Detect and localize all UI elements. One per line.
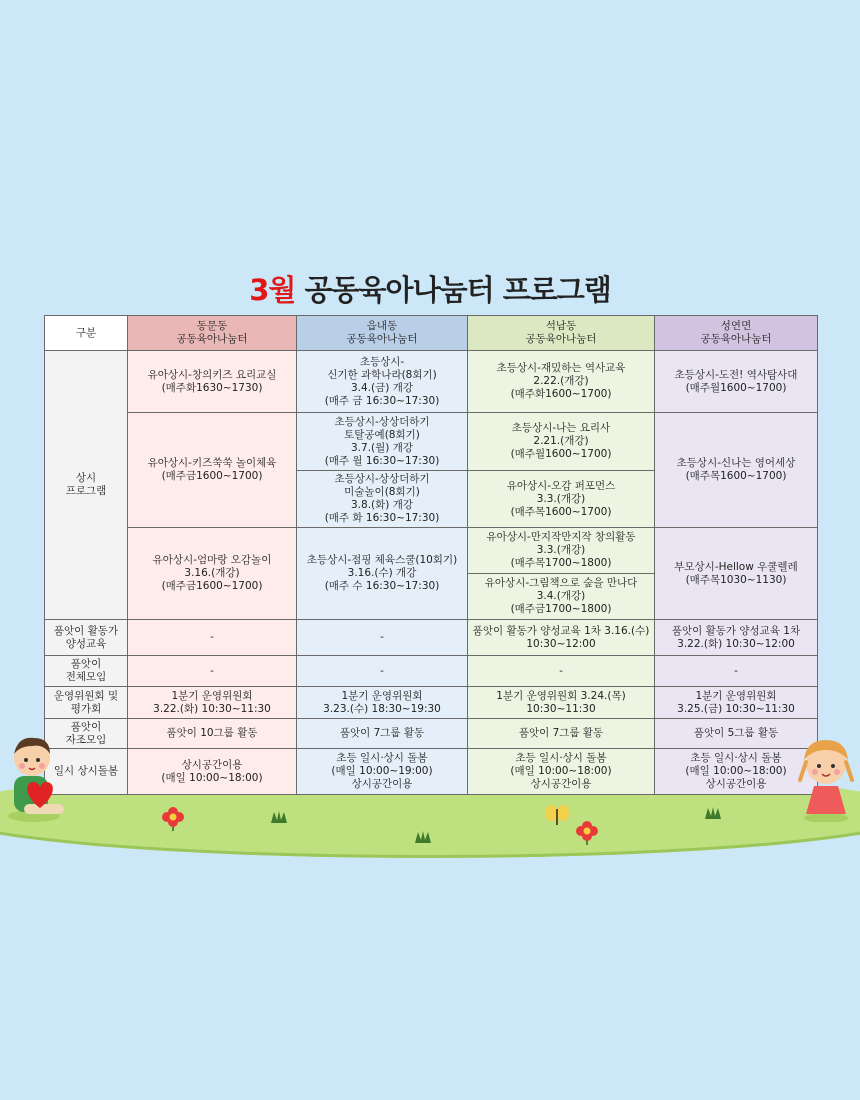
cell: - — [297, 620, 468, 656]
cell: 초등 일시·상시 돌봄 (매일 10:00~18:00) 상시공간이용 — [655, 749, 818, 795]
table-row — [45, 749, 818, 795]
cell: 초등상시-도전! 역사탐사대 (매주월1600~1700) — [655, 351, 818, 413]
cell: 품앗이 활동가 양성교육 1차 3.16.(수) 10:30~12:00 — [468, 620, 655, 656]
cell: 유아상시-오감 퍼포먼스 3.3.(개강) (매주목1600~1700) — [468, 471, 655, 528]
row-label-committee: 운영위원회 및 평가회 — [45, 687, 128, 719]
cell: - — [128, 656, 297, 687]
header-seoknam: 석남동 공동육아나눔터 — [468, 316, 655, 351]
cell: 1분기 운영위원회 3.22.(화) 10:30~11:30 — [128, 687, 297, 719]
cell: - — [655, 656, 818, 687]
title-text: 공동육아나눔터 프로그램 — [304, 273, 611, 307]
cell: 상시공간이용 (매일 10:00~18:00) — [128, 749, 297, 795]
cell: 품앗이 7그룹 활동 — [468, 719, 655, 749]
cell: 초등 일시·상시 돌봄 (매일 10:00~19:00) 상시공간이용 — [297, 749, 468, 795]
row-label-self-group: 품앗이 자조모임 — [45, 719, 128, 749]
header-dongmun: 동문동 공동육아나눔터 — [128, 316, 297, 351]
row-label-regular: 상시 프로그램 — [45, 351, 128, 620]
cell: 1분기 운영위원회 3.25.(금) 10:30~11:30 — [655, 687, 818, 719]
program-table — [44, 315, 818, 795]
cell: 품앗이 10그룹 활동 — [128, 719, 297, 749]
cell: - — [128, 620, 297, 656]
cell: 초등상시-상상더하기 미술놀이(8회기) 3.8.(화) 개강 (매주 화 16:30~17:30) — [297, 471, 468, 528]
cell: 유아상시-엄마랑 오감놀이 3.16.(개강) (매주금1600~1700) — [128, 528, 297, 620]
row-label-general: 품앗이 전체모임 — [45, 656, 128, 687]
boy-with-heart-illustration — [4, 732, 74, 824]
table-row — [45, 687, 818, 719]
cell: 유아상시-만지작만지작 창의활동 3.3.(개강) (매주목1700~1800) — [468, 528, 655, 574]
cell: 초등상시-나는 요리사 2.21.(개강) (매주월1600~1700) — [468, 413, 655, 471]
table-row — [45, 620, 818, 656]
table-row — [45, 656, 818, 687]
row-label-care: 일시 상시돌봄 — [45, 749, 128, 795]
cell: 품앗이 활동가 양성교육 1차 3.22.(화) 10:30~12:00 — [655, 620, 818, 656]
girl-illustration — [796, 734, 856, 822]
cell: 초등상시-재밌하는 역사교육 2.22.(개강) (매주화1600~1700) — [468, 351, 655, 413]
flower-icon — [576, 820, 598, 846]
cell: 초등상시-상상더하기 토탈공예(8회기) 3.7.(월) 개강 (매주 월 16:30~17:30) — [297, 413, 468, 471]
cell: 유아상시-그림책으로 숲을 만나다 3.4.(개강) (매주금1700~1800) — [468, 574, 655, 620]
table-row — [45, 719, 818, 749]
flower-icon — [162, 806, 184, 832]
header-category: 구분 — [45, 316, 128, 351]
butterfly-icon — [544, 804, 570, 828]
grass-tuft-icon — [704, 806, 722, 820]
page-title — [0, 268, 860, 309]
cell: - — [297, 656, 468, 687]
table-row — [45, 528, 818, 574]
cell: 초등상시-점핑 체육스쿨(10회기) 3.16.(수) 개강 (매주 수 16:30~17:30) — [297, 528, 468, 620]
table-row — [45, 351, 818, 413]
header-seongyeon: 성연면 공동육아나눔터 — [655, 316, 818, 351]
row-label-parent-edu: 품앗이 활동가 양성교육 — [45, 620, 128, 656]
cell: 1분기 운영위원회 3.24.(목) 10:30~11:30 — [468, 687, 655, 719]
grass-tuft-icon — [270, 810, 288, 824]
cell: 1분기 운영위원회 3.23.(수) 18:30~19:30 — [297, 687, 468, 719]
header-row — [45, 316, 818, 351]
cell: 유아상시-키즈쑥쑥 놀이체육 (매주금1600~1700) — [128, 413, 297, 528]
cell: 초등상시-신나는 영어세상 (매주목1600~1700) — [655, 413, 818, 528]
table-row — [45, 413, 818, 471]
header-eupnae: 읍내동 공동육아나눔터 — [297, 316, 468, 351]
grass-tuft-icon — [414, 830, 432, 844]
cell: 초등상시- 신기한 과학나라(8회기) 3.4.(금) 개강 (매주 금 16:30~17:30) — [297, 351, 468, 413]
cell: - — [468, 656, 655, 687]
cell: 품앗이 7그룹 활동 — [297, 719, 468, 749]
title-month: 3월 — [249, 273, 296, 307]
cell: 유아상시-창의키즈 요리교실 (매주화1630~1730) — [128, 351, 297, 413]
cell: 부모상시-Hellow 우쿨렐레 (매주목1030~1130) — [655, 528, 818, 620]
cell: 초등 일시·상시 돌봄 (매일 10:00~18:00) 상시공간이용 — [468, 749, 655, 795]
cell: 품앗이 5그룹 활동 — [655, 719, 818, 749]
